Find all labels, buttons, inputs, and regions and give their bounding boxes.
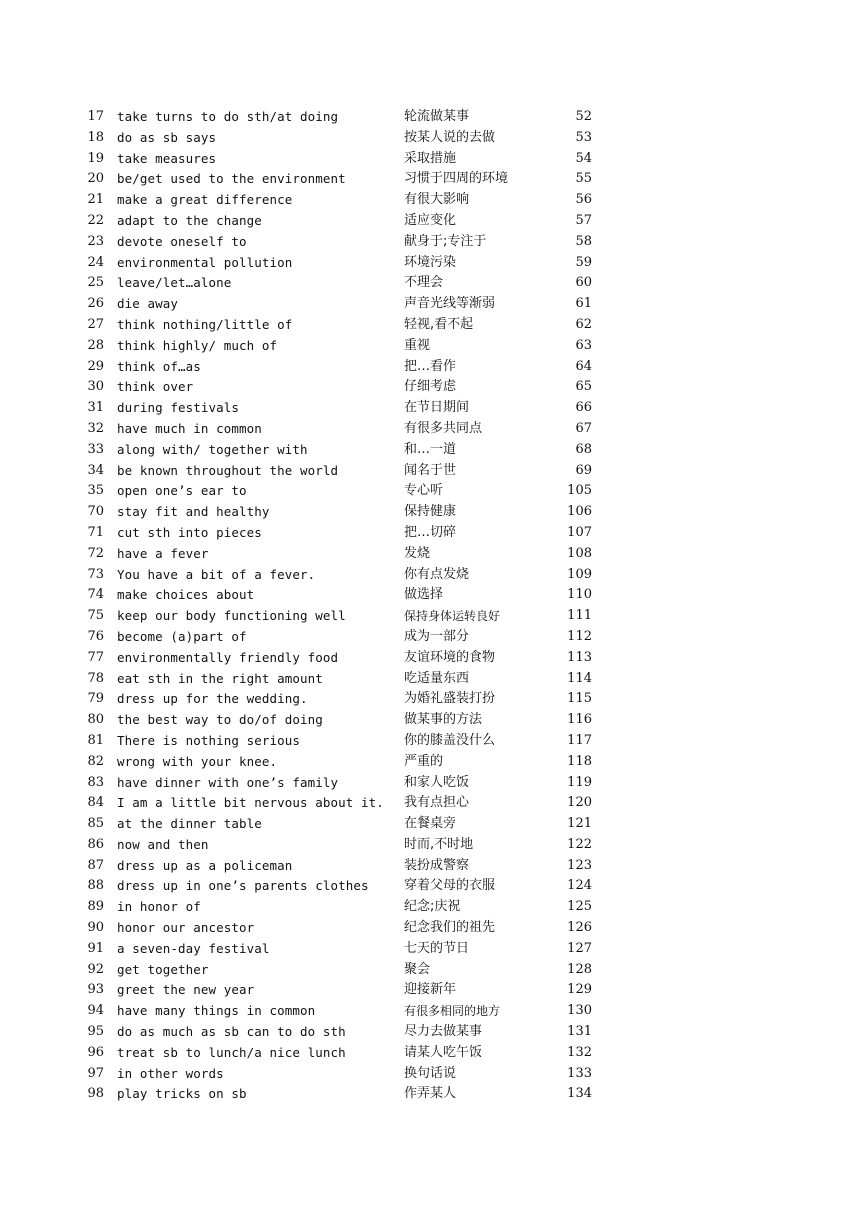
table-row (0, 752, 860, 773)
english-phrase: take measures (117, 150, 217, 166)
chinese-meaning: 献身于;专注于 (404, 233, 487, 249)
english-phrase: during festivals (117, 400, 240, 416)
row-number: 98 (87, 1086, 104, 1102)
chinese-meaning: 友谊环境的食物 (404, 649, 496, 665)
english-phrase: You have a bit of a fever. (117, 566, 316, 582)
page-number: 58 (575, 233, 592, 249)
english-phrase: think of…as (117, 358, 201, 374)
row-number: 81 (87, 732, 104, 748)
row-number: 89 (87, 899, 104, 915)
chinese-meaning: 和家人吃饭 (404, 774, 470, 790)
page-number: 116 (567, 712, 592, 728)
chinese-meaning: 有很大影响 (404, 192, 470, 208)
table-row (0, 273, 860, 294)
table-row (0, 502, 860, 523)
table-row (0, 440, 860, 461)
chinese-meaning: 有很多共同点 (404, 420, 483, 436)
page-number: 112 (567, 628, 592, 644)
english-phrase: be known throughout the world (117, 462, 339, 478)
english-phrase: have many things in common (117, 1003, 316, 1019)
page-number: 109 (567, 566, 592, 582)
english-phrase: open one’s ear to (117, 483, 247, 499)
row-number: 30 (87, 379, 104, 395)
english-phrase: die away (117, 296, 179, 312)
page-number: 54 (575, 150, 592, 166)
table-row (0, 565, 860, 586)
chinese-meaning: 做选择 (404, 587, 444, 603)
english-phrase: along with/ together with (117, 441, 308, 457)
chinese-meaning: 做某事的方法 (404, 712, 483, 728)
row-number: 88 (87, 878, 104, 894)
page-number: 60 (575, 275, 592, 291)
chinese-meaning: 你有点发烧 (404, 566, 470, 582)
table-row (0, 419, 860, 440)
english-phrase: do as sb says (117, 129, 217, 145)
table-row (0, 960, 860, 981)
english-phrase: wrong with your knee. (117, 753, 278, 769)
table-row (0, 710, 860, 731)
english-phrase: think over (117, 379, 194, 395)
page-number: 64 (575, 358, 592, 374)
english-phrase: in honor of (117, 899, 201, 915)
row-number: 33 (87, 441, 104, 457)
english-phrase: environmentally friendly food (117, 649, 339, 665)
table-row (0, 377, 860, 398)
chinese-meaning: 在节日期间 (404, 400, 470, 416)
row-number: 32 (87, 420, 104, 436)
table-row (0, 523, 860, 544)
table-row (0, 294, 860, 315)
row-number: 35 (87, 483, 104, 499)
row-number: 71 (87, 524, 104, 540)
chinese-meaning: 穿着父母的衣服 (404, 878, 496, 894)
vocabulary-table (0, 107, 860, 1105)
chinese-meaning: 作弄某人 (404, 1086, 457, 1102)
english-phrase: There is nothing serious (117, 732, 301, 748)
page-number: 53 (575, 129, 592, 145)
row-number: 93 (87, 982, 104, 998)
table-row (0, 315, 860, 336)
chinese-meaning: 环境污染 (404, 254, 457, 270)
row-number: 90 (87, 920, 104, 936)
chinese-meaning: 采取措施 (404, 150, 457, 166)
chinese-meaning: 装扮成警察 (404, 857, 470, 873)
row-number: 24 (87, 254, 104, 270)
page-number: 117 (567, 732, 592, 748)
row-number: 94 (87, 1003, 104, 1019)
english-phrase: adapt to the change (117, 212, 262, 228)
row-number: 75 (87, 608, 104, 624)
row-number: 34 (87, 462, 104, 478)
english-phrase: honor our ancestor (117, 920, 255, 936)
row-number: 83 (87, 774, 104, 790)
table-row (0, 398, 860, 419)
page-number: 123 (567, 857, 592, 873)
english-phrase: make a great difference (117, 192, 293, 208)
page-number: 124 (567, 878, 592, 894)
page-number: 130 (567, 1003, 592, 1019)
row-number: 80 (87, 712, 104, 728)
table-row (0, 585, 860, 606)
row-number: 18 (87, 129, 104, 145)
row-number: 22 (87, 212, 104, 228)
page-number: 114 (567, 670, 592, 686)
page-number: 122 (567, 836, 592, 852)
row-number: 27 (87, 316, 104, 332)
chinese-meaning: 成为一部分 (404, 628, 470, 644)
page-number: 125 (567, 899, 592, 915)
row-number: 76 (87, 628, 104, 644)
table-row (0, 357, 860, 378)
table-row (0, 232, 860, 253)
table-row (0, 1001, 860, 1022)
table-row (0, 1064, 860, 1085)
row-number: 85 (87, 816, 104, 832)
table-row (0, 939, 860, 960)
chinese-meaning: 把…看作 (404, 358, 457, 374)
page-number: 132 (567, 1044, 592, 1060)
english-phrase: dress up as a policeman (117, 857, 293, 873)
row-number: 96 (87, 1044, 104, 1060)
chinese-meaning: 聚会 (404, 961, 431, 977)
row-number: 82 (87, 753, 104, 769)
english-phrase: dress up for the wedding. (117, 691, 308, 707)
table-row (0, 211, 860, 232)
chinese-meaning: 纪念我们的祖先 (404, 920, 496, 936)
row-number: 21 (87, 192, 104, 208)
row-number: 29 (87, 358, 104, 374)
row-number: 95 (87, 1024, 104, 1040)
chinese-meaning: 重视 (404, 337, 431, 353)
table-row (0, 689, 860, 710)
english-phrase: have dinner with one’s family (117, 774, 339, 790)
chinese-meaning: 声音光线等渐弱 (404, 296, 496, 312)
table-row (0, 814, 860, 835)
english-phrase: keep our body functioning well (117, 608, 346, 624)
chinese-meaning: 有很多相同的地方 (404, 1004, 501, 1019)
english-phrase: cut sth into pieces (117, 524, 262, 540)
chinese-meaning: 专心听 (404, 483, 444, 499)
chinese-meaning: 把…切碎 (404, 524, 457, 540)
chinese-meaning: 适应变化 (404, 212, 457, 228)
chinese-meaning: 你的膝盖没什么 (404, 732, 496, 748)
page-number: 131 (567, 1024, 592, 1040)
english-phrase: stay fit and healthy (117, 504, 270, 520)
chinese-meaning: 严重的 (404, 753, 444, 769)
chinese-meaning: 请某人吃午饭 (404, 1044, 483, 1060)
english-phrase: a seven-day festival (117, 940, 270, 956)
page-number: 120 (567, 795, 592, 811)
english-phrase: take turns to do sth/at doing (117, 109, 339, 124)
english-phrase: devote oneself to (117, 233, 247, 249)
page-number: 126 (567, 920, 592, 936)
english-phrase: be/get used to the environment (117, 171, 346, 187)
row-number: 26 (87, 296, 104, 312)
chinese-meaning: 保持身体运转良好 (404, 609, 501, 624)
row-number: 84 (87, 795, 104, 811)
page-number: 65 (575, 379, 592, 395)
chinese-meaning: 迎接新年 (404, 982, 457, 998)
table-row (0, 627, 860, 648)
page-number: 68 (575, 441, 592, 457)
table-row (0, 669, 860, 690)
english-phrase: get together (117, 961, 209, 977)
table-row (0, 980, 860, 1001)
page-number: 107 (567, 524, 592, 540)
page-number: 56 (575, 192, 592, 208)
english-phrase: greet the new year (117, 982, 255, 998)
table-row (0, 773, 860, 794)
table-row (0, 253, 860, 274)
page-number: 128 (567, 961, 592, 977)
english-phrase: eat sth in the right amount (117, 670, 323, 686)
chinese-meaning: 纪念;庆祝 (404, 899, 461, 915)
chinese-meaning: 轮流做某事 (404, 109, 470, 124)
table-row (0, 107, 860, 128)
page-number: 134 (567, 1086, 592, 1102)
row-number: 73 (87, 566, 104, 582)
chinese-meaning: 时而,不时地 (404, 836, 474, 852)
chinese-meaning: 习惯于四周的环境 (404, 171, 509, 187)
chinese-meaning: 闻名于世 (404, 462, 457, 478)
page-number: 62 (575, 316, 592, 332)
page-number: 63 (575, 337, 592, 353)
english-phrase: I am a little bit nervous about it. (117, 795, 384, 811)
row-number: 78 (87, 670, 104, 686)
page-number: 52 (575, 109, 592, 124)
page-number: 127 (567, 940, 592, 956)
page-number: 119 (567, 774, 592, 790)
page-number: 106 (567, 504, 592, 520)
table-row (0, 544, 860, 565)
table-row (0, 793, 860, 814)
page-number: 110 (567, 587, 592, 603)
english-phrase: the best way to do/of doing (117, 712, 323, 728)
row-number: 86 (87, 836, 104, 852)
page-number: 105 (567, 483, 592, 499)
table-row (0, 149, 860, 170)
page-number: 61 (575, 296, 592, 312)
chinese-meaning: 吃适量东西 (404, 670, 470, 686)
table-row (0, 835, 860, 856)
table-row (0, 1084, 860, 1105)
english-phrase: do as much as sb can to do sth (117, 1024, 346, 1040)
row-number: 28 (87, 337, 104, 353)
row-number: 77 (87, 649, 104, 665)
row-number: 79 (87, 691, 104, 707)
page-number: 55 (575, 171, 592, 187)
row-number: 91 (87, 940, 104, 956)
row-number: 92 (87, 961, 104, 977)
table-row (0, 1022, 860, 1043)
page-number: 129 (567, 982, 592, 998)
chinese-meaning: 换句话说 (404, 1065, 457, 1081)
page-number: 59 (575, 254, 592, 270)
english-phrase: at the dinner table (117, 816, 262, 832)
table-row (0, 481, 860, 502)
row-number: 23 (87, 233, 104, 249)
chinese-meaning: 按某人说的去做 (404, 129, 496, 145)
page-number: 108 (567, 545, 592, 561)
page-number: 121 (567, 816, 592, 832)
table-row (0, 856, 860, 877)
english-phrase: think nothing/little of (117, 316, 293, 332)
english-phrase: leave/let…alone (117, 275, 232, 291)
table-row (0, 336, 860, 357)
row-number: 20 (87, 171, 104, 187)
row-number: 87 (87, 857, 104, 873)
table-row (0, 897, 860, 918)
page-number: 111 (567, 608, 592, 624)
chinese-meaning: 我有点担心 (404, 795, 470, 811)
row-number: 19 (87, 150, 104, 166)
table-row (0, 731, 860, 752)
table-row (0, 918, 860, 939)
chinese-meaning: 在餐桌旁 (404, 816, 457, 832)
table-row (0, 606, 860, 627)
english-phrase: make choices about (117, 587, 255, 603)
page-number: 113 (567, 649, 592, 665)
row-number: 70 (87, 504, 104, 520)
table-row (0, 876, 860, 897)
chinese-meaning: 不理会 (404, 275, 444, 291)
page-number: 118 (567, 753, 592, 769)
table-row (0, 128, 860, 149)
chinese-meaning: 尽力去做某事 (404, 1024, 483, 1040)
page-number: 69 (575, 462, 592, 478)
table-row (0, 169, 860, 190)
chinese-meaning: 保持健康 (404, 504, 457, 520)
row-number: 25 (87, 275, 104, 291)
english-phrase: play tricks on sb (117, 1086, 247, 1102)
english-phrase: dress up in one’s parents clothes (117, 878, 369, 894)
table-row (0, 190, 860, 211)
page-number: 133 (567, 1065, 592, 1081)
english-phrase: have a fever (117, 545, 209, 561)
row-number: 72 (87, 545, 104, 561)
english-phrase: now and then (117, 836, 209, 852)
page-number: 66 (575, 400, 592, 416)
page-number: 115 (567, 691, 592, 707)
row-number: 31 (87, 400, 104, 416)
english-phrase: in other words (117, 1065, 224, 1081)
row-number: 97 (87, 1065, 104, 1081)
chinese-meaning: 七天的节日 (404, 940, 470, 956)
table-row (0, 461, 860, 482)
row-number: 17 (87, 109, 104, 124)
page-number: 67 (575, 420, 592, 436)
chinese-meaning: 仔细考虑 (404, 379, 457, 395)
table-row (0, 648, 860, 669)
english-phrase: become (a)part of (117, 628, 247, 644)
english-phrase: treat sb to lunch/a nice lunch (117, 1044, 346, 1060)
chinese-meaning: 为婚礼盛装打扮 (404, 691, 496, 707)
chinese-meaning: 和…一道 (404, 441, 457, 457)
english-phrase: have much in common (117, 420, 262, 436)
page-number: 57 (575, 212, 592, 228)
english-phrase: environmental pollution (117, 254, 293, 270)
row-number: 74 (87, 587, 104, 603)
chinese-meaning: 轻视,看不起 (404, 316, 474, 332)
table-row (0, 1043, 860, 1064)
english-phrase: think highly/ much of (117, 337, 278, 353)
chinese-meaning: 发烧 (404, 545, 431, 561)
